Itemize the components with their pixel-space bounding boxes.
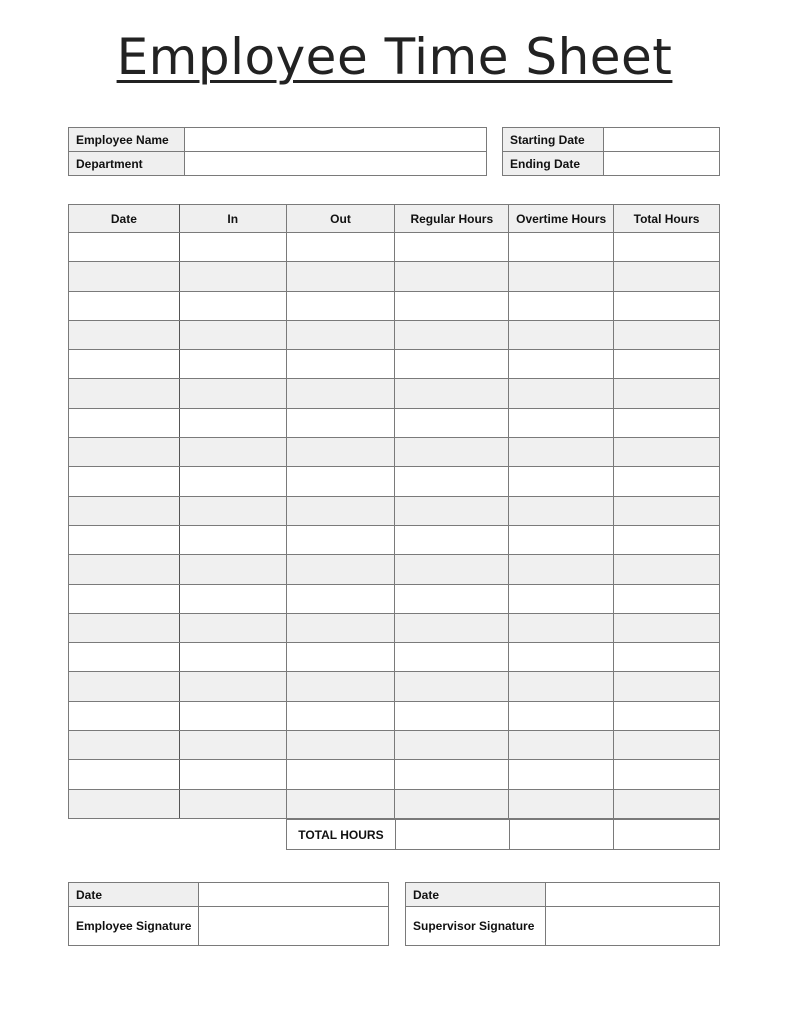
department-row (69, 152, 487, 176)
cell-overtime-hours[interactable] (509, 262, 614, 291)
cell-date[interactable] (69, 760, 180, 789)
page-title: Employee Time Sheet (116, 28, 673, 86)
total-hours-field[interactable] (614, 820, 720, 850)
cell-in[interactable] (179, 584, 286, 613)
supervisor-date-label: Date (406, 883, 546, 907)
employee-date-field[interactable] (199, 883, 389, 907)
cell-total-hours[interactable] (614, 584, 720, 613)
table-row (69, 438, 720, 467)
cell-in[interactable] (179, 350, 286, 379)
cell-overtime-hours[interactable] (509, 643, 614, 672)
cell-in[interactable] (179, 320, 286, 349)
cell-in[interactable] (179, 408, 286, 437)
cell-out[interactable] (286, 672, 395, 701)
table-row (69, 643, 720, 672)
column-header-total-hours: Total Hours (614, 205, 720, 233)
cell-in[interactable] (179, 760, 286, 789)
cell-date[interactable] (69, 643, 180, 672)
table-row (69, 408, 720, 437)
cell-date[interactable] (69, 789, 180, 818)
employee-date-row (69, 883, 389, 907)
timesheet-body (69, 233, 720, 819)
department-field[interactable] (185, 152, 487, 176)
cell-in[interactable] (179, 467, 286, 496)
table-row (69, 467, 720, 496)
ending-date-field[interactable] (604, 152, 720, 176)
table-row (69, 496, 720, 525)
total-hours-label: TOTAL HOURS (287, 820, 396, 850)
cell-date[interactable] (69, 350, 180, 379)
table-row (69, 613, 720, 642)
cell-overtime-hours[interactable] (509, 408, 614, 437)
cell-total-hours[interactable] (614, 789, 720, 818)
table-row (69, 672, 720, 701)
cell-overtime-hours[interactable] (509, 525, 614, 554)
cell-total-hours[interactable] (614, 613, 720, 642)
cell-total-hours[interactable] (614, 643, 720, 672)
cell-total-hours[interactable] (614, 291, 720, 320)
cell-regular-hours[interactable] (395, 233, 509, 262)
supervisor-signature-row (406, 907, 720, 946)
cell-out[interactable] (286, 584, 395, 613)
cell-total-hours[interactable] (614, 233, 720, 262)
cell-total-hours[interactable] (614, 262, 720, 291)
cell-overtime-hours[interactable] (509, 701, 614, 730)
cell-out[interactable] (286, 233, 395, 262)
cell-date[interactable] (69, 262, 180, 291)
cell-in[interactable] (179, 789, 286, 818)
total-hours-table (286, 819, 720, 850)
cell-total-hours[interactable] (614, 496, 720, 525)
column-header-out: Out (286, 205, 395, 233)
cell-total-hours[interactable] (614, 672, 720, 701)
cell-regular-hours[interactable] (395, 584, 509, 613)
cell-overtime-hours[interactable] (509, 555, 614, 584)
cell-out[interactable] (286, 408, 395, 437)
cell-overtime-hours[interactable] (509, 467, 614, 496)
cell-date[interactable] (69, 320, 180, 349)
cell-in[interactable] (179, 438, 286, 467)
cell-overtime-hours[interactable] (509, 731, 614, 760)
cell-out[interactable] (286, 613, 395, 642)
cell-overtime-hours[interactable] (509, 233, 614, 262)
department-label: Department (69, 152, 185, 176)
cell-date[interactable] (69, 467, 180, 496)
cell-total-hours[interactable] (614, 555, 720, 584)
cell-total-hours[interactable] (614, 379, 720, 408)
cell-overtime-hours[interactable] (509, 379, 614, 408)
table-row (69, 379, 720, 408)
supervisor-date-row (406, 883, 720, 907)
cell-out[interactable] (286, 496, 395, 525)
total-hours-row (287, 820, 720, 850)
cell-out[interactable] (286, 555, 395, 584)
cell-out[interactable] (286, 525, 395, 554)
cell-in[interactable] (179, 262, 286, 291)
cell-in[interactable] (179, 525, 286, 554)
table-row (69, 320, 720, 349)
cell-date[interactable] (69, 379, 180, 408)
cell-in[interactable] (179, 701, 286, 730)
employee-signature-row (69, 907, 389, 946)
cell-regular-hours[interactable] (395, 613, 509, 642)
cell-date[interactable] (69, 555, 180, 584)
cell-out[interactable] (286, 731, 395, 760)
cell-total-hours[interactable] (614, 731, 720, 760)
employee-signature-label: Employee Signature (69, 907, 199, 946)
cell-overtime-hours[interactable] (509, 584, 614, 613)
employee-name-row (69, 128, 487, 152)
cell-overtime-hours[interactable] (509, 789, 614, 818)
cell-regular-hours[interactable] (395, 525, 509, 554)
table-row (69, 525, 720, 554)
cell-overtime-hours[interactable] (509, 350, 614, 379)
cell-regular-hours[interactable] (395, 672, 509, 701)
cell-in[interactable] (179, 555, 286, 584)
cell-out[interactable] (286, 467, 395, 496)
starting-date-field[interactable] (604, 128, 720, 152)
cell-regular-hours[interactable] (395, 643, 509, 672)
cell-date[interactable] (69, 672, 180, 701)
cell-date[interactable] (69, 233, 180, 262)
table-row (69, 262, 720, 291)
table-row (69, 555, 720, 584)
cell-total-hours[interactable] (614, 525, 720, 554)
cell-total-hours[interactable] (614, 350, 720, 379)
cell-regular-hours[interactable] (395, 350, 509, 379)
cell-out[interactable] (286, 350, 395, 379)
cell-regular-hours[interactable] (395, 789, 509, 818)
table-row (69, 789, 720, 818)
cell-overtime-hours[interactable] (509, 320, 614, 349)
cell-overtime-hours[interactable] (509, 613, 614, 642)
cell-total-hours[interactable] (614, 408, 720, 437)
table-row (69, 760, 720, 789)
cell-regular-hours[interactable] (395, 438, 509, 467)
cell-total-hours[interactable] (614, 438, 720, 467)
cell-overtime-hours[interactable] (509, 438, 614, 467)
cell-date[interactable] (69, 613, 180, 642)
cell-overtime-hours[interactable] (509, 672, 614, 701)
cell-overtime-hours[interactable] (509, 496, 614, 525)
cell-in[interactable] (179, 233, 286, 262)
employee-signature-table (68, 882, 389, 946)
cell-date[interactable] (69, 584, 180, 613)
cell-out[interactable] (286, 262, 395, 291)
table-row (69, 291, 720, 320)
cell-overtime-hours[interactable] (509, 760, 614, 789)
cell-out[interactable] (286, 320, 395, 349)
cell-in[interactable] (179, 496, 286, 525)
supervisor-signature-label: Supervisor Signature (406, 907, 546, 946)
total-overtime-hours-field[interactable] (509, 820, 614, 850)
cell-in[interactable] (179, 672, 286, 701)
cell-date[interactable] (69, 496, 180, 525)
cell-regular-hours[interactable] (395, 496, 509, 525)
ending-date-label: Ending Date (503, 152, 604, 176)
employee-date-label: Date (69, 883, 199, 907)
cell-date[interactable] (69, 525, 180, 554)
cell-regular-hours[interactable] (395, 760, 509, 789)
cell-regular-hours[interactable] (395, 701, 509, 730)
supervisor-date-field[interactable] (546, 883, 720, 907)
cell-overtime-hours[interactable] (509, 291, 614, 320)
cell-regular-hours[interactable] (395, 731, 509, 760)
cell-out[interactable] (286, 379, 395, 408)
employee-info-table (68, 127, 487, 176)
cell-out[interactable] (286, 701, 395, 730)
cell-out[interactable] (286, 760, 395, 789)
supervisor-signature-field[interactable] (546, 907, 720, 946)
timesheet-header-row (69, 205, 720, 233)
cell-date[interactable] (69, 701, 180, 730)
employee-name-label: Employee Name (69, 128, 185, 152)
column-header-date: Date (69, 205, 180, 233)
column-header-regular-hours: Regular Hours (395, 205, 509, 233)
cell-date[interactable] (69, 291, 180, 320)
cell-total-hours[interactable] (614, 760, 720, 789)
cell-regular-hours[interactable] (395, 320, 509, 349)
cell-date[interactable] (69, 408, 180, 437)
starting-date-label: Starting Date (503, 128, 604, 152)
cell-regular-hours[interactable] (395, 262, 509, 291)
cell-total-hours[interactable] (614, 701, 720, 730)
cell-out[interactable] (286, 643, 395, 672)
employee-name-field[interactable] (185, 128, 487, 152)
ending-date-row (503, 152, 720, 176)
cell-regular-hours[interactable] (395, 467, 509, 496)
employee-signature-field[interactable] (199, 907, 389, 946)
table-row (69, 584, 720, 613)
timesheet-table (68, 204, 720, 819)
column-header-overtime-hours: Overtime Hours (509, 205, 614, 233)
cell-in[interactable] (179, 379, 286, 408)
cell-regular-hours[interactable] (395, 555, 509, 584)
cell-date[interactable] (69, 438, 180, 467)
cell-total-hours[interactable] (614, 320, 720, 349)
table-row (69, 233, 720, 262)
cell-regular-hours[interactable] (395, 408, 509, 437)
date-range-table (502, 127, 720, 176)
cell-out[interactable] (286, 789, 395, 818)
cell-out[interactable] (286, 438, 395, 467)
cell-in[interactable] (179, 291, 286, 320)
cell-in[interactable] (179, 731, 286, 760)
cell-regular-hours[interactable] (395, 379, 509, 408)
cell-regular-hours[interactable] (395, 291, 509, 320)
page-title-wrapper (0, 28, 789, 86)
table-row (69, 701, 720, 730)
cell-total-hours[interactable] (614, 467, 720, 496)
table-row (69, 731, 720, 760)
column-header-in: In (179, 205, 286, 233)
table-row (69, 350, 720, 379)
cell-out[interactable] (286, 291, 395, 320)
cell-date[interactable] (69, 731, 180, 760)
cell-in[interactable] (179, 643, 286, 672)
supervisor-signature-table (405, 882, 720, 946)
starting-date-row (503, 128, 720, 152)
cell-in[interactable] (179, 613, 286, 642)
total-regular-hours-field[interactable] (395, 820, 509, 850)
